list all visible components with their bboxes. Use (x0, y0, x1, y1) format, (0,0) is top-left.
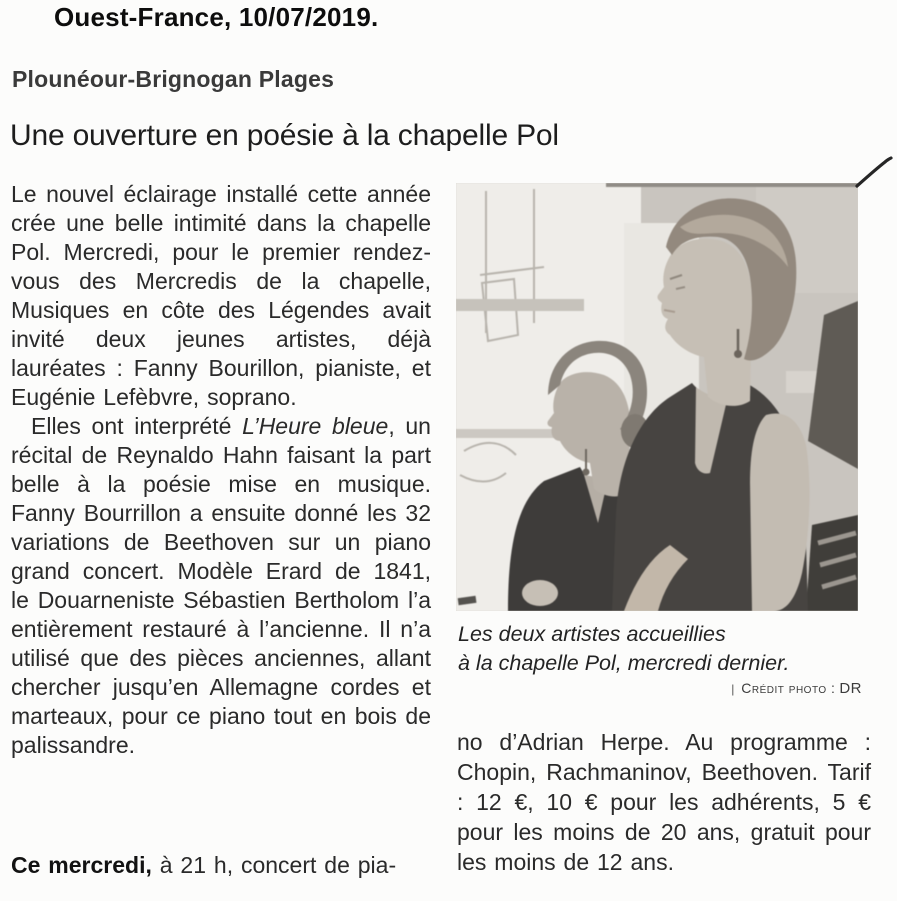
article-paragraph-2 (11, 412, 431, 760)
credit-label: Crédit photo : (741, 680, 836, 696)
article-photo (456, 183, 858, 611)
photo-caption (458, 620, 862, 678)
article-paragraph-1: Le nouvel éclairage installé cette année crée une belle intimité dans la chapelle Pol. Mercredi, pour le premier rendez-vous des Mercredis de la chapelle, Musiques en côte des Légendes avait invité deux jeunes artistes, déjà lauréates : Fanny Bourillon, pianiste, et Eugénie Lefèbvre, soprano. (11, 181, 431, 410)
photo-credit (452, 680, 862, 697)
credit-separator: | (731, 682, 735, 696)
article-column-left (11, 180, 431, 760)
paragraph-2-text-rest: , un récital de Reynaldo Hahn faisant la part belle à la poésie mise en musique. Fanny Bourrillon a ensuite donné les 32 variations de Beethoven sur un piano grand concert. Modèle Erard de 1841, le Douarneniste Sébastien Bertholom l’a entièrement restauré à l’ancienne. Il n’a utilisé que des pièces anciennes, allant chercher jusqu’en Allemagne cordes et marteaux, pour ce piano tout en bois de palissandre. (11, 413, 431, 758)
caption-line-1: Les deux artistes accueillies (458, 622, 726, 646)
caption-line-2: à la chapelle Pol, mercredi dernier. (458, 651, 790, 675)
paragraph-3-text: à 21 h, concert de pia- (151, 852, 397, 878)
credit-value: DR (839, 680, 862, 697)
pen-mark (854, 156, 894, 190)
paragraph-2-text: Elles ont interprété (31, 413, 243, 439)
source-date-note: Ouest-France, 10/07/2019. (54, 2, 379, 32)
article-paragraph-4: no d’Adrian Herpe. Au programme : Chopin, Rachmaninov, Beethoven. Tarif : 12 €, 10 € pour les adhérents, 5 € pour les moins de 20 ans, gratuit pour les moins de 12 ans. (457, 729, 871, 875)
paragraph-lead-in: Ce mercredi, (11, 852, 152, 878)
work-title: L’Heure bleue (242, 413, 389, 439)
commune-heading: Plounéour-Brignogan Plages (12, 66, 335, 92)
photo-illustration (456, 183, 858, 611)
article-headline: Une ouverture en poésie à la chapelle Pol (10, 119, 559, 152)
article-paragraph-3 (11, 851, 435, 880)
